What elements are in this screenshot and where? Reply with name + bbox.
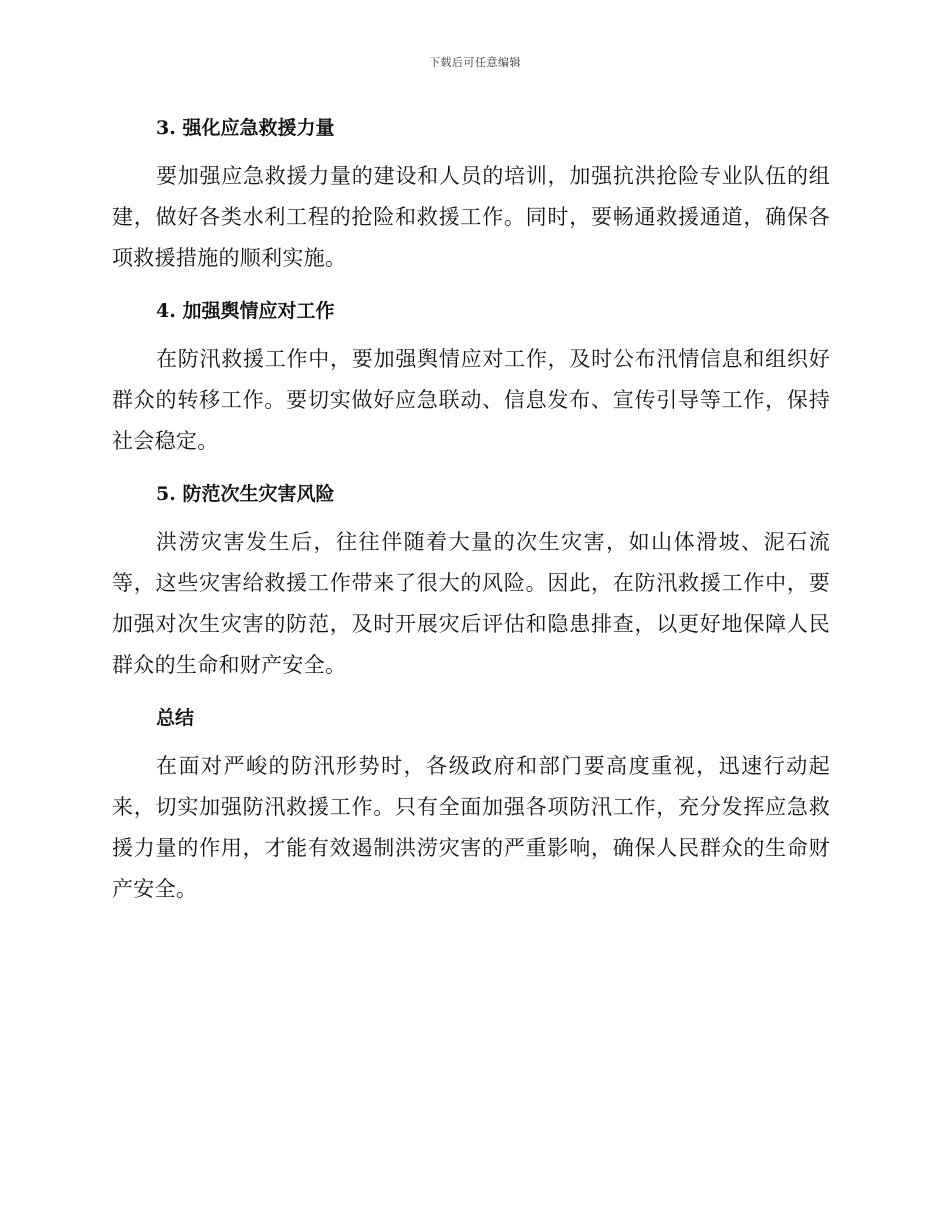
- section-5: [112, 474, 830, 686]
- section-heading: 总结: [156, 707, 195, 729]
- document-body: [112, 108, 830, 922]
- section-heading: 5. 防范次生灾害风险: [156, 483, 335, 505]
- section-paragraph: 洪涝灾害发生后，往往伴随着大量的次生灾害，如山体滑坡、泥石流等，这些灾害给救援工作带来了很大的风险。因此，在防汛救援工作中，要加强对次生灾害的防范，及时开展灾后评估和隐患排查，以更好地保障人民群众的生命和财产安全。: [112, 530, 830, 677]
- section-paragraph: 要加强应急救援力量的建设和人员的培训，加强抗洪抢险专业队伍的组建，做好各类水利工程的抢险和救援工作。同时，要畅通救援通道，确保各项救援措施的顺利实施。: [112, 164, 830, 270]
- section-paragraph: 在防汛救援工作中，要加强舆情应对工作，及时公布汛情信息和组织好群众的转移工作。要切实做好应急联动、信息发布、宣传引导等工作，保持社会稳定。: [112, 347, 830, 453]
- section-heading: 4. 加强舆情应对工作: [156, 300, 335, 322]
- section-4: [112, 291, 830, 462]
- section-3: [112, 108, 830, 279]
- section-heading: 3. 强化应急救援力量: [156, 117, 335, 139]
- section-summary: [112, 698, 830, 910]
- running-header: 下载后可任意编辑: [429, 56, 521, 69]
- section-paragraph: 在面对严峻的防汛形势时，各级政府和部门要高度重视，迅速行动起来，切实加强防汛救援工作。只有全面加强各项防汛工作，充分发挥应急救援力量的作用，才能有效遏制洪涝灾害的严重影响，确保人民群众的生命财产安全。: [112, 754, 830, 901]
